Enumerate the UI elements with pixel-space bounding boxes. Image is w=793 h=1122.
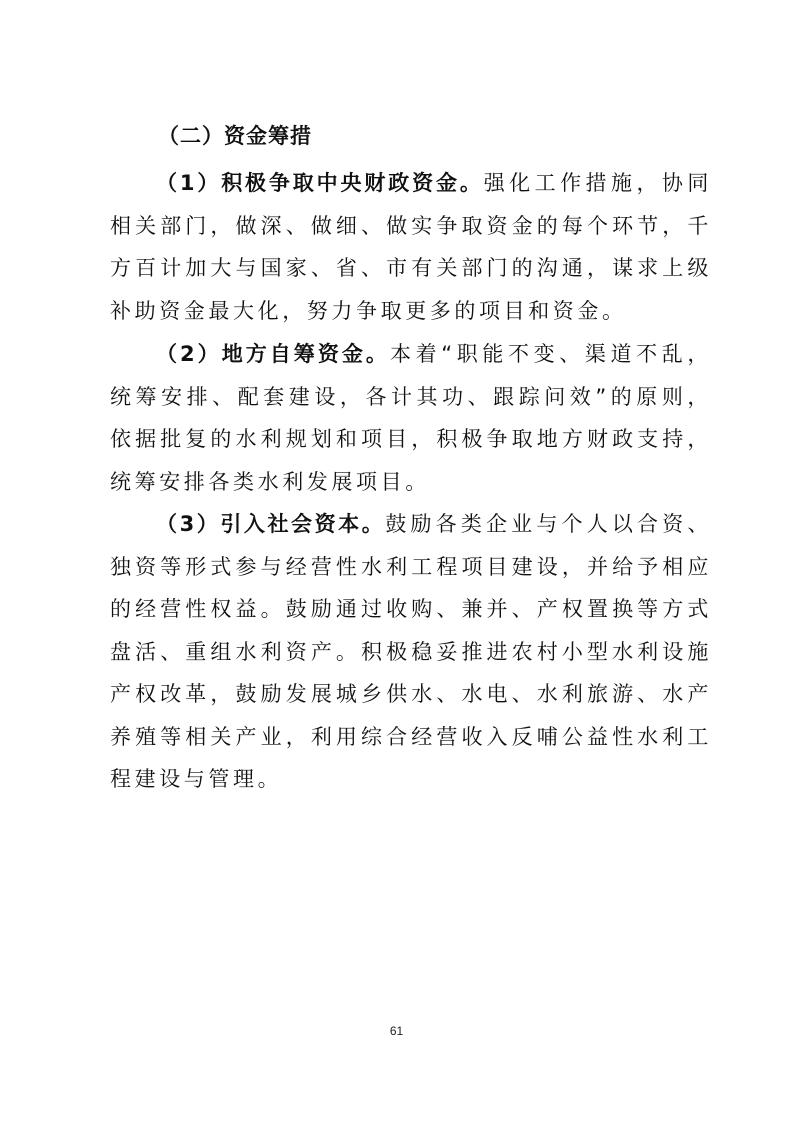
- paragraph-lead: （1）积极争取中央财政资金。: [156, 171, 484, 195]
- paragraph-body: 强化工作措施，协同相关部门，做深、做细、做实争取资金的每个环节，千方百计加大与国家、省、市有关部门的沟通，谋求上级补助资金最大化，努力争取更多的项目和资金。: [110, 171, 712, 323]
- paragraph-social-capital: [110, 503, 712, 801]
- paragraph-lead: （3）引入社会资本。: [156, 512, 386, 536]
- paragraph-body: 鼓励各类企业与个人以合资、独资等形式参与经营性水利工程项目建设，并给予相应的经营性权益。鼓励通过收购、兼并、产权置换等方式盘活、重组水利资产。积极稳妥推进农村小型水利设施产权改革，鼓励发展城乡供水、水电、水利旅游、水产养殖等相关产业，利用综合经营收入反哺公益性水利工程建设与管理。: [110, 512, 712, 791]
- paragraph-local-funding: [110, 333, 712, 503]
- paragraph-central-funding: [110, 162, 712, 332]
- section-heading: （二）资金筹措: [158, 124, 312, 148]
- paragraph-body: 本着“职能不变、渠道不乱，统筹安排、配套建设，各计其功、跟踪问效”的原则，依据批复的水利规划和项目，积极争取地方财政支持，统筹安排各类水利发展项目。: [110, 342, 712, 494]
- paragraph-lead: （2）地方自筹资金。: [156, 342, 390, 366]
- page-number: 61: [389, 1024, 404, 1038]
